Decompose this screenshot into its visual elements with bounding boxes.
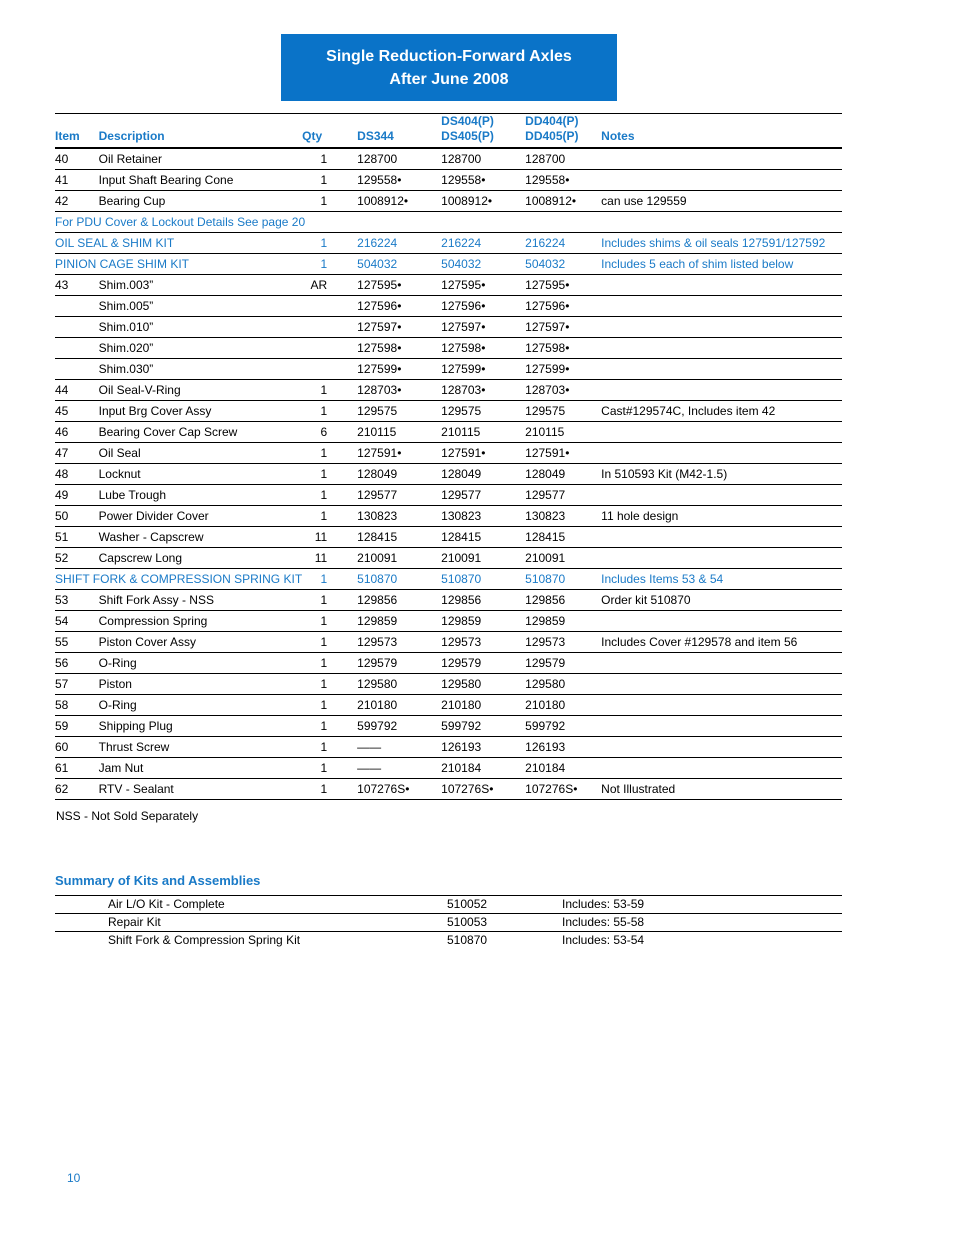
cell-item: 49 — [55, 485, 99, 506]
cell-item: 62 — [55, 779, 99, 800]
cell-description: Jam Nut — [99, 758, 303, 779]
cell-ds344: 210180 — [327, 695, 441, 716]
cell-dd404: 129580 — [525, 674, 601, 695]
cell-description: Shim.020” — [99, 338, 303, 359]
header-dd404-line2: DD405(P) — [525, 129, 579, 143]
cell-notes — [601, 443, 842, 464]
header-description: Description — [99, 114, 303, 149]
summary-name: Shift Fork & Compression Spring Kit — [108, 933, 301, 947]
cell-ds344: 129577 — [327, 485, 441, 506]
cell-qty: 1 — [302, 443, 327, 464]
cell-notes: 11 hole design — [601, 506, 842, 527]
cell-item: 47 — [55, 443, 99, 464]
cell-ds404: 216224 — [441, 233, 525, 254]
summary-indent — [55, 914, 108, 932]
table-row — [55, 443, 842, 464]
cell-item: 57 — [55, 674, 99, 695]
cell-ds404: 210180 — [441, 695, 525, 716]
cell-notes: Cast#129574C, Includes item 42 — [601, 401, 842, 422]
cell-ds344: 599792 — [327, 716, 441, 737]
table-row — [55, 590, 842, 611]
title-line-1: Single Reduction-Forward Axles — [326, 47, 572, 65]
cell-dd404: 210091 — [525, 548, 601, 569]
summary-part: 510052 — [447, 896, 562, 914]
cell-ds344: 216224 — [327, 233, 441, 254]
kit-name: SHIFT FORK & COMPRESSION SPRING KIT — [55, 569, 302, 590]
cell-item: 40 — [55, 148, 99, 170]
cell-item: 52 — [55, 548, 99, 569]
cell-qty: 1 — [302, 758, 327, 779]
cell-notes — [601, 338, 842, 359]
cell-item: 41 — [55, 170, 99, 191]
table-row — [55, 338, 842, 359]
cell-ds404: 210115 — [441, 422, 525, 443]
cell-qty: 1 — [302, 611, 327, 632]
cell-qty — [302, 296, 327, 317]
cell-dd404: 127596• — [525, 296, 601, 317]
summary-row — [55, 896, 842, 914]
cell-ds404: 128703• — [441, 380, 525, 401]
cell-notes: can use 129559 — [601, 191, 842, 212]
footnote: NSS - Not Sold Separately — [56, 809, 199, 823]
cell-ds404: 129580 — [441, 674, 525, 695]
cell-ds344: 128049 — [327, 464, 441, 485]
table-row — [55, 632, 842, 653]
cell-ds404: 129558• — [441, 170, 525, 191]
header-qty: Qty — [302, 114, 327, 149]
parts-table-body — [55, 148, 842, 800]
cell-dd404: 599792 — [525, 716, 601, 737]
cell-item: 58 — [55, 695, 99, 716]
cell-item: 42 — [55, 191, 99, 212]
table-row — [55, 548, 842, 569]
summary-row — [55, 932, 842, 950]
cell-qty: 1 — [302, 254, 327, 275]
cell-qty: 1 — [302, 380, 327, 401]
cell-ds404: 129579 — [441, 653, 525, 674]
cell-dd404: 127591• — [525, 443, 601, 464]
cell-dd404: 127599• — [525, 359, 601, 380]
cell-notes — [601, 275, 842, 296]
cell-qty: AR — [302, 275, 327, 296]
cell-description: RTV - Sealant — [99, 779, 303, 800]
cell-qty: 1 — [302, 464, 327, 485]
cell-notes: Order kit 510870 — [601, 590, 842, 611]
cell-dd404: 504032 — [525, 254, 601, 275]
cell-qty: 11 — [302, 548, 327, 569]
cell-description: Bearing Cover Cap Screw — [99, 422, 303, 443]
cell-item — [55, 359, 99, 380]
title-line-2: After June 2008 — [389, 70, 509, 88]
table-row — [55, 212, 842, 233]
cell-notes — [601, 758, 842, 779]
cell-dd404: 126193 — [525, 737, 601, 758]
cell-item — [55, 296, 99, 317]
table-row — [55, 758, 842, 779]
cell-dd404: 128703• — [525, 380, 601, 401]
cell-dd404: 128700 — [525, 148, 601, 170]
cell-ds344: 127591• — [327, 443, 441, 464]
cell-dd404: 210115 — [525, 422, 601, 443]
cell-ds344: 127597• — [327, 317, 441, 338]
cell-ds404: 210091 — [441, 548, 525, 569]
table-row — [55, 569, 842, 590]
cell-dd404: 130823 — [525, 506, 601, 527]
summary-table — [55, 895, 842, 949]
cell-dd404: 129573 — [525, 632, 601, 653]
cell-ds404: 129573 — [441, 632, 525, 653]
cell-description: Oil Seal — [99, 443, 303, 464]
cell-ds344: 127598• — [327, 338, 441, 359]
cell-dd404: 510870 — [525, 569, 601, 590]
summary-includes: Includes: 53-54 — [562, 933, 645, 947]
cell-notes — [601, 716, 842, 737]
cell-item: 59 — [55, 716, 99, 737]
summary-table-body — [55, 896, 842, 950]
cell-ds344: 210091 — [327, 548, 441, 569]
cell-qty: 1 — [302, 485, 327, 506]
cell-description: Shim.010” — [99, 317, 303, 338]
cell-ds344: 504032 — [327, 254, 441, 275]
cell-qty: 1 — [302, 632, 327, 653]
cell-notes — [601, 170, 842, 191]
cell-qty: 1 — [302, 506, 327, 527]
cell-notes — [601, 737, 842, 758]
cell-ds344: 128703• — [327, 380, 441, 401]
cell-ds404: 107276S• — [441, 779, 525, 800]
cell-dd404: 127598• — [525, 338, 601, 359]
table-row — [55, 401, 842, 422]
cell-qty: 1 — [302, 737, 327, 758]
cell-notes — [601, 485, 842, 506]
cell-dd404: 128415 — [525, 527, 601, 548]
cell-qty: 1 — [302, 569, 327, 590]
table-row — [55, 737, 842, 758]
cell-item — [55, 338, 99, 359]
cell-ds344: 1008912• — [327, 191, 441, 212]
summary-name: Air L/O Kit - Complete — [108, 896, 447, 914]
cell-ds344: 210115 — [327, 422, 441, 443]
cell-description: Shim.030” — [99, 359, 303, 380]
cell-dd404: 129859 — [525, 611, 601, 632]
cell-notes — [601, 380, 842, 401]
cell-notes: Includes Cover #129578 and item 56 — [601, 632, 842, 653]
cell-notes — [601, 296, 842, 317]
table-row — [55, 485, 842, 506]
table-row — [55, 317, 842, 338]
cell-description: O-Ring — [99, 695, 303, 716]
table-row — [55, 779, 842, 800]
cell-ds404: 128700 — [441, 148, 525, 170]
cell-ds344: 129859 — [327, 611, 441, 632]
table-row — [55, 716, 842, 737]
cell-description: Piston Cover Assy — [99, 632, 303, 653]
cell-ds404: 129575 — [441, 401, 525, 422]
cell-description: Bearing Cup — [99, 191, 303, 212]
cell-notes: In 510593 Kit (M42-1.5) — [601, 464, 842, 485]
summary-includes: Includes: 53-59 — [562, 896, 842, 914]
header-item: Item — [55, 114, 99, 149]
cell-item: 48 — [55, 464, 99, 485]
cell-dd404: 210184 — [525, 758, 601, 779]
cell-description: Shipping Plug — [99, 716, 303, 737]
cell-qty — [302, 317, 327, 338]
header-dd404 — [525, 114, 601, 149]
row-note: For PDU Cover & Lockout Details See page 20 — [55, 212, 842, 233]
cell-qty: 1 — [302, 779, 327, 800]
table-row — [55, 464, 842, 485]
cell-description: Piston — [99, 674, 303, 695]
cell-description: Shim.003” — [99, 275, 303, 296]
cell-notes — [601, 611, 842, 632]
cell-description: Lube Trough — [99, 485, 303, 506]
cell-ds404: 130823 — [441, 506, 525, 527]
cell-notes — [601, 548, 842, 569]
table-row — [55, 695, 842, 716]
summary-indent — [55, 932, 108, 950]
cell-ds344: 127599• — [327, 359, 441, 380]
table-row — [55, 422, 842, 443]
page-title-box — [281, 34, 617, 101]
cell-qty: 1 — [302, 148, 327, 170]
cell-notes — [601, 148, 842, 170]
table-row — [55, 233, 842, 254]
cell-item: 56 — [55, 653, 99, 674]
cell-ds344: 129573 — [327, 632, 441, 653]
cell-dd404: 129575 — [525, 401, 601, 422]
table-row — [55, 527, 842, 548]
cell-qty: 1 — [302, 401, 327, 422]
summary-name: Repair Kit — [108, 914, 447, 932]
cell-dd404: 129856 — [525, 590, 601, 611]
cell-notes — [601, 527, 842, 548]
cell-item: 61 — [55, 758, 99, 779]
cell-description: Washer - Capscrew — [99, 527, 303, 548]
cell-ds404: 510870 — [441, 569, 525, 590]
cell-ds344: —— — [327, 737, 441, 758]
cell-ds404: 128049 — [441, 464, 525, 485]
cell-ds404: 129859 — [441, 611, 525, 632]
summary-title: Summary of Kits and Assemblies — [55, 873, 261, 888]
cell-description: Shim.005” — [99, 296, 303, 317]
cell-description: Input Shaft Bearing Cone — [99, 170, 303, 191]
cell-dd404: 129558• — [525, 170, 601, 191]
table-row — [55, 275, 842, 296]
summary-indent — [55, 896, 108, 914]
cell-qty: 1 — [302, 590, 327, 611]
cell-ds404: 129577 — [441, 485, 525, 506]
table-row — [55, 380, 842, 401]
cell-item — [55, 317, 99, 338]
cell-qty: 6 — [302, 422, 327, 443]
cell-ds344: —— — [327, 758, 441, 779]
cell-dd404: 1008912• — [525, 191, 601, 212]
cell-ds344: 510870 — [327, 569, 441, 590]
cell-ds344: 129580 — [327, 674, 441, 695]
cell-item: 55 — [55, 632, 99, 653]
cell-item: 54 — [55, 611, 99, 632]
cell-ds344: 129579 — [327, 653, 441, 674]
table-row — [55, 191, 842, 212]
cell-item: 43 — [55, 275, 99, 296]
cell-notes — [601, 359, 842, 380]
header-dd404-line1: DD404(P) — [525, 114, 579, 128]
cell-qty: 1 — [302, 653, 327, 674]
page-number: 10 — [67, 1171, 81, 1185]
cell-description: Input Brg Cover Assy — [99, 401, 303, 422]
cell-qty: 1 — [302, 233, 327, 254]
cell-notes — [601, 317, 842, 338]
table-header-row — [55, 114, 842, 149]
cell-description: Capscrew Long — [99, 548, 303, 569]
cell-qty: 1 — [302, 674, 327, 695]
cell-ds344: 129575 — [327, 401, 441, 422]
cell-ds404: 129856 — [441, 590, 525, 611]
cell-notes: Includes Items 53 & 54 — [601, 569, 842, 590]
cell-qty — [302, 359, 327, 380]
table-row — [55, 506, 842, 527]
kit-name: PINION CAGE SHIM KIT — [55, 254, 302, 275]
cell-item: 50 — [55, 506, 99, 527]
table-row — [55, 359, 842, 380]
cell-ds404: 127599• — [441, 359, 525, 380]
header-ds404 — [441, 114, 525, 149]
cell-qty: 1 — [302, 170, 327, 191]
table-row — [55, 254, 842, 275]
cell-notes — [601, 674, 842, 695]
cell-ds404: 504032 — [441, 254, 525, 275]
table-row — [55, 611, 842, 632]
cell-ds344: 107276S• — [327, 779, 441, 800]
cell-ds344: 127595• — [327, 275, 441, 296]
cell-item: 45 — [55, 401, 99, 422]
cell-dd404: 129577 — [525, 485, 601, 506]
cell-ds344: 129856 — [327, 590, 441, 611]
cell-ds404: 1008912• — [441, 191, 525, 212]
cell-dd404: 127595• — [525, 275, 601, 296]
summary-row — [55, 914, 842, 932]
table-row — [55, 674, 842, 695]
cell-item: 60 — [55, 737, 99, 758]
cell-dd404: 127597• — [525, 317, 601, 338]
cell-qty: 1 — [302, 716, 327, 737]
cell-ds404: 128415 — [441, 527, 525, 548]
cell-notes: Includes 5 each of shim listed below — [601, 254, 842, 275]
cell-ds404: 127596• — [441, 296, 525, 317]
cell-notes: Includes shims & oil seals 127591/127592 — [601, 233, 842, 254]
cell-description: O-Ring — [99, 653, 303, 674]
header-ds344: DS344 — [327, 114, 441, 149]
cell-item: 46 — [55, 422, 99, 443]
cell-ds404: 127598• — [441, 338, 525, 359]
cell-dd404: 129579 — [525, 653, 601, 674]
summary-part: 510870 — [447, 933, 488, 947]
cell-ds404: 599792 — [441, 716, 525, 737]
table-row — [55, 296, 842, 317]
cell-notes — [601, 422, 842, 443]
header-ds404-line2: DS405(P) — [441, 129, 494, 143]
cell-item: 44 — [55, 380, 99, 401]
cell-dd404: 107276S• — [525, 779, 601, 800]
cell-ds344: 128700 — [327, 148, 441, 170]
cell-dd404: 210180 — [525, 695, 601, 716]
cell-dd404: 216224 — [525, 233, 601, 254]
parts-table — [55, 113, 842, 800]
summary-includes: Includes: 55-58 — [562, 914, 842, 932]
cell-description: Power Divider Cover — [99, 506, 303, 527]
cell-qty: 11 — [302, 527, 327, 548]
cell-notes: Not Illustrated — [601, 779, 842, 800]
cell-description: Compression Spring — [99, 611, 303, 632]
cell-item: 51 — [55, 527, 99, 548]
table-row — [55, 148, 842, 170]
cell-ds344: 129558• — [327, 170, 441, 191]
cell-description: Shift Fork Assy - NSS — [99, 590, 303, 611]
cell-ds404: 127595• — [441, 275, 525, 296]
cell-qty: 1 — [302, 191, 327, 212]
table-row — [55, 653, 842, 674]
cell-notes — [601, 695, 842, 716]
cell-dd404: 128049 — [525, 464, 601, 485]
cell-description: Oil Seal-V-Ring — [99, 380, 303, 401]
header-notes: Notes — [601, 114, 842, 149]
cell-ds404: 127597• — [441, 317, 525, 338]
cell-description: Thrust Screw — [99, 737, 303, 758]
table-row — [55, 170, 842, 191]
cell-ds404: 210184 — [441, 758, 525, 779]
cell-ds404: 126193 — [441, 737, 525, 758]
cell-ds404: 127591• — [441, 443, 525, 464]
cell-qty: 1 — [302, 695, 327, 716]
summary-part: 510053 — [447, 914, 562, 932]
cell-item: 53 — [55, 590, 99, 611]
kit-name: OIL SEAL & SHIM KIT — [55, 233, 302, 254]
cell-description: Locknut — [99, 464, 303, 485]
cell-description: Oil Retainer — [99, 148, 303, 170]
cell-qty — [302, 338, 327, 359]
cell-notes — [601, 653, 842, 674]
cell-ds344: 127596• — [327, 296, 441, 317]
header-ds404-line1: DS404(P) — [441, 114, 494, 128]
cell-ds344: 128415 — [327, 527, 441, 548]
cell-ds344: 130823 — [327, 506, 441, 527]
